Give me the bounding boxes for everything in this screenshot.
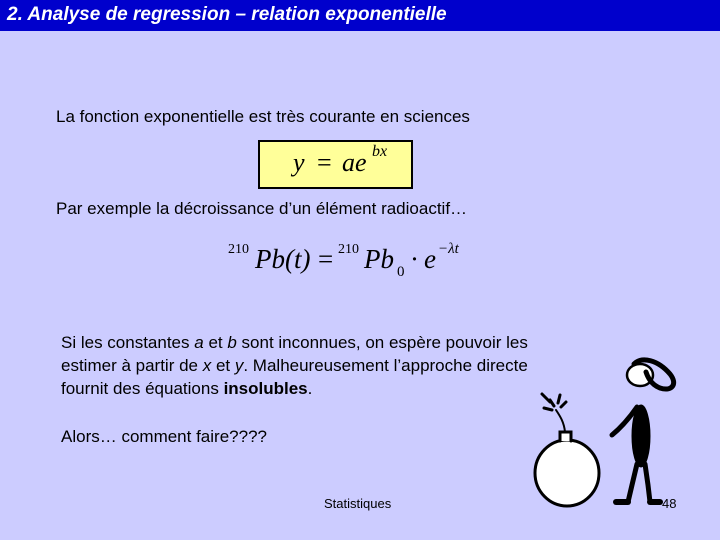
text-run: . Malheureusement l’approche directe <box>243 356 528 375</box>
text-run: estimer à partir de <box>61 356 203 375</box>
example-text: Par exemple la décroissance d’un élément radioactif… <box>56 199 468 218</box>
variable-b: b <box>227 333 237 352</box>
text-run: et <box>211 356 235 375</box>
formula2-equals: = <box>318 244 334 274</box>
formula2-subscript: 0 <box>397 264 405 280</box>
bomb-thinker-illustration <box>520 350 720 520</box>
formula2-isotope-sup1: 210 <box>228 242 249 257</box>
formula2-e: e <box>424 244 436 274</box>
text-run: sont inconnues, on espère pouvoir les <box>236 333 528 352</box>
intro-text: La fonction exponentielle est très courante en sciences <box>56 107 470 126</box>
variable-a: a <box>194 333 204 352</box>
text-run: Si les constantes <box>61 333 195 352</box>
paragraph-line-3 <box>61 377 528 400</box>
formula1-equals: = <box>317 148 332 177</box>
formula1-exponent: bx <box>372 143 388 160</box>
title-bar <box>0 0 720 31</box>
formula1-ae: ae <box>342 148 367 177</box>
text-run: fournit des équations <box>61 379 224 398</box>
bomb-icon <box>535 394 599 506</box>
variable-x: x <box>202 356 212 375</box>
insolubles-bold: insolubles <box>223 379 308 398</box>
paragraph-line-2 <box>61 354 528 377</box>
formula2-exponent: −λt <box>438 241 459 257</box>
formula2-isotope-sup2: 210 <box>338 242 359 257</box>
formula2-dot: · <box>410 244 419 274</box>
stick-figure-icon <box>612 360 674 502</box>
explanation-paragraph <box>61 331 528 400</box>
text-run: et <box>203 333 228 352</box>
text-run: . <box>307 379 313 398</box>
paragraph-line-1 <box>61 331 528 354</box>
footer-label: Statistiques <box>324 496 392 511</box>
formula1-y: y <box>293 148 305 177</box>
variable-y: y <box>234 356 244 375</box>
page-number: 48 <box>662 496 677 511</box>
slide-title: 2. Analyse de regression – relation exponentielle <box>7 4 447 25</box>
formula2-lhs: Pb(t) <box>255 244 311 274</box>
formula2-rhs: Pb <box>364 244 394 274</box>
decay-formula <box>225 240 485 290</box>
formula-box <box>258 140 413 189</box>
question-text: Alors… comment faire???? <box>61 427 267 446</box>
